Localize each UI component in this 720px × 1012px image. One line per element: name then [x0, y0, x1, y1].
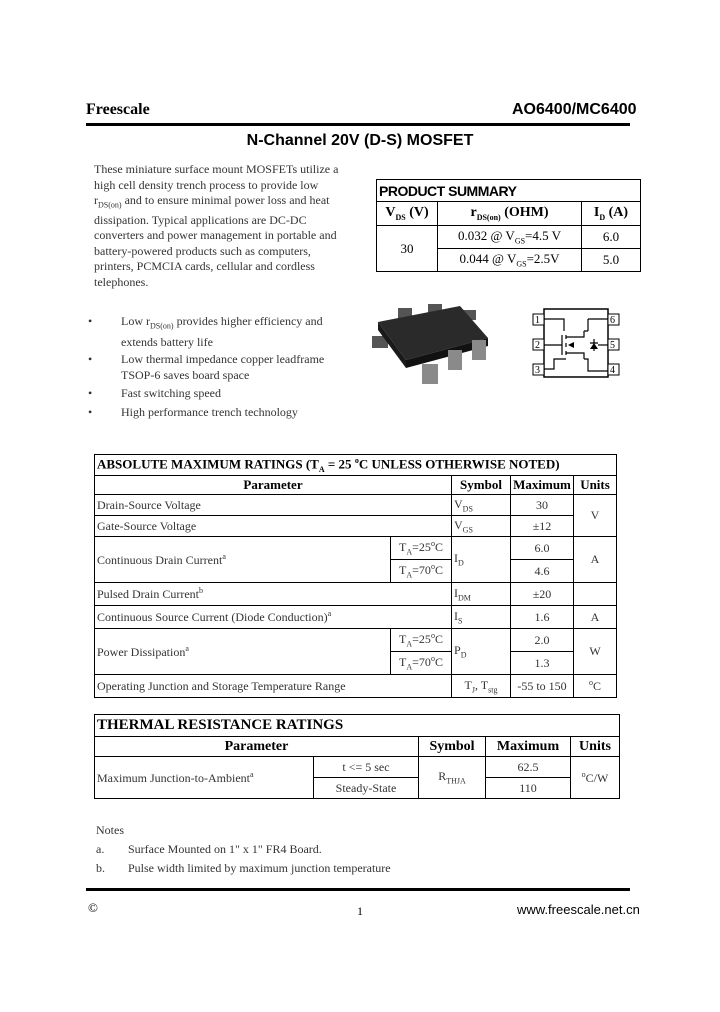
thermal-cond-2: Steady-State — [314, 778, 419, 799]
intro-line: high cell density trench process to provide low — [94, 177, 319, 192]
col-vds-header: $V_{DS}$ (V) — [377, 202, 438, 226]
thermal-resistance-table — [94, 714, 620, 799]
brand-name: Freescale — [86, 101, 150, 118]
diode-icon — [590, 343, 598, 349]
absolute-max-ratings-table — [94, 454, 617, 698]
package-lead — [448, 350, 462, 370]
intro-line: battery-powered products such as computers, — [94, 243, 311, 258]
row-power-label: Power Dissipation$^a$ — [95, 629, 391, 675]
row-gate-source-max: ±12 — [511, 516, 574, 537]
feature-item: • Fast switching speed — [88, 386, 221, 401]
page-number: 1 — [357, 904, 363, 918]
notes-section — [96, 821, 391, 878]
thermal-cond-1: t <= 5 sec — [314, 757, 419, 778]
cond-ta25: $T_A=25^oC$ — [391, 537, 452, 560]
thermal-title: THERMAL RESISTANCE RATINGS — [95, 715, 620, 737]
thermal-junction-label: Maximum Junction-to-Ambient$^a$ — [95, 757, 314, 799]
page-title: N-Channel 20V (D-S) MOSFET — [246, 132, 474, 149]
intro-line: These miniature surface mount MOSFETs utilize a — [94, 162, 339, 176]
intro-paragraph — [94, 162, 364, 290]
note-a: a. Surface Mounted on 1" x 1" FR4 Board. — [96, 842, 322, 856]
vds-value: 30 — [377, 226, 438, 272]
rds-row-2: 0.044 @ $V_{GS}=2.5V$ — [438, 249, 582, 272]
pinout-diagram — [524, 305, 630, 381]
row-cont-source-symbol: $I_S$ — [452, 606, 511, 629]
row-cont-drain-max-25: 6.0 — [511, 537, 574, 560]
feature-item: • High performance trench technology — [88, 405, 298, 420]
thermal-symbol: $R_{THJA}$ — [419, 757, 486, 799]
row-temp-symbol: $T_J$, $T_{stg}$ — [452, 675, 511, 698]
feature-list — [88, 313, 348, 420]
row-pulsed-label: Pulsed Drain Current$^b$ — [95, 583, 452, 606]
mosfet-symbol-icon — [544, 319, 608, 371]
arrow-icon — [568, 342, 574, 348]
thermal-h-units: Units — [571, 737, 620, 757]
product-summary-title: PRODUCT SUMMARY — [377, 180, 641, 202]
cond-ta70: $T_A=70^oC$ — [391, 652, 452, 675]
rds-row-1: 0.032 @ $V_{GS}=4.5$ V — [438, 226, 582, 249]
current-unit: A — [574, 537, 617, 583]
notes-title: Notes — [96, 823, 124, 837]
thermal-h-param: Parameter — [95, 737, 419, 757]
intro-line: telephones. — [94, 274, 149, 289]
row-cont-source-max: 1.6 — [511, 606, 574, 629]
abs-h-param: Parameter — [95, 476, 452, 495]
footer-url[interactable]: www.freescale.net.cn — [517, 902, 640, 917]
row-power-symbol: $P_D$ — [452, 629, 511, 675]
power-unit: W — [574, 629, 617, 675]
row-temp-unit: $^o$C — [574, 675, 617, 698]
feature-item: • Low $r_{DS(on)}$ provides higher efficiency and extends battery life — [88, 314, 323, 350]
intro-line: converters and power management in portable and — [94, 228, 337, 243]
row-drain-source-max: 30 — [511, 495, 574, 516]
feature-item: • Low thermal impedance copper leadframe TSOP-6 saves board space — [88, 352, 325, 383]
footer-rule — [86, 888, 630, 891]
row-cont-source-label: Continuous Source Current (Diode Conduction)$^a$ — [95, 606, 452, 629]
pin-label: 6 — [610, 315, 615, 326]
row-cont-drain-label: Continuous Drain Current$^a$ — [95, 537, 391, 583]
intro-line: $r_{DS(on)}$ and to ensure minimal power loss and heat — [94, 193, 330, 210]
pin-label: 3 — [535, 365, 540, 376]
cond-ta70: $T_A=70^oC$ — [391, 560, 452, 583]
abs-h-max: Maximum — [511, 476, 574, 495]
row-drain-source-label: Drain-Source Voltage — [95, 495, 452, 516]
abs-max-title: ABSOLUTE MAXIMUM RATINGS ($T_A = 25$ $^o$C UNLESS OTHERWISE NOTED) — [95, 455, 617, 476]
thermal-max-1: 62.5 — [486, 757, 571, 778]
intro-line: dissipation. Typical applications are DC-DC — [94, 212, 307, 227]
voltage-unit: V — [574, 495, 617, 537]
row-drain-source-symbol: $V_{DS}$ — [452, 495, 511, 516]
pin-label: 5 — [610, 340, 615, 351]
row-temp-label: Operating Junction and Storage Temperature Range — [95, 675, 452, 698]
row-pulsed-symbol: $I_{DM}$ — [452, 583, 511, 606]
copyright-icon: © — [88, 900, 98, 915]
package-lead — [472, 340, 486, 360]
package-lead — [422, 364, 438, 384]
pin-label: 2 — [535, 340, 540, 351]
abs-h-units: Units — [574, 476, 617, 495]
col-rds-header: $r_{DS(on)}$ (OHM) — [438, 202, 582, 226]
thermal-h-symbol: Symbol — [419, 737, 486, 757]
row-gate-source-symbol: $V_{GS}$ — [452, 516, 511, 537]
package-image — [366, 298, 496, 390]
header-rule — [86, 123, 630, 126]
col-id-header: $I_D$ (A) — [582, 202, 641, 226]
thermal-h-max: Maximum — [486, 737, 571, 757]
product-summary-table — [376, 179, 641, 272]
pin-label: 4 — [610, 365, 615, 376]
note-b: b. Pulse width limited by maximum junction temperature — [96, 861, 391, 875]
row-cont-drain-symbol: $I_D$ — [452, 537, 511, 583]
thermal-max-2: 110 — [486, 778, 571, 799]
row-pulsed-max: ±20 — [511, 583, 574, 606]
intro-line: printers, PCMCIA cards, cellular and cordless — [94, 259, 315, 274]
row-cont-source-unit: A — [574, 606, 617, 629]
row-gate-source-label: Gate-Source Voltage — [95, 516, 452, 537]
part-number: AO6400/MC6400 — [512, 101, 637, 118]
row-power-max-70: 1.3 — [511, 652, 574, 675]
row-power-max-25: 2.0 — [511, 629, 574, 652]
id-row-1: 6.0 — [582, 226, 641, 249]
pin-label: 1 — [535, 315, 540, 326]
id-row-2: 5.0 — [582, 249, 641, 272]
row-cont-drain-max-70: 4.6 — [511, 560, 574, 583]
row-temp-max: -55 to 150 — [511, 675, 574, 698]
abs-h-symbol: Symbol — [452, 476, 511, 495]
cond-ta25: $T_A=25^oC$ — [391, 629, 452, 652]
thermal-unit: $^o$C/W — [571, 757, 620, 799]
